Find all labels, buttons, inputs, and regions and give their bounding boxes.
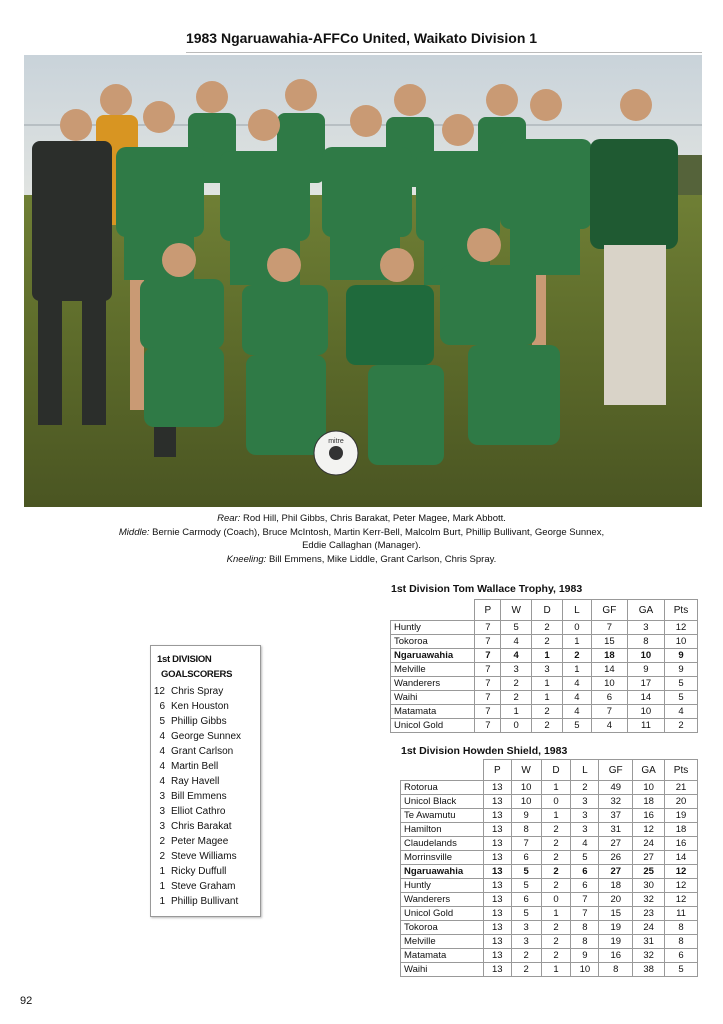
team-name-cell: Waihi: [391, 691, 475, 705]
team-name-cell: Tokoroa: [391, 635, 475, 649]
team-name-cell: Claudelands: [401, 837, 484, 851]
stat-cell: 5: [511, 879, 541, 893]
scorer-row: [151, 744, 260, 759]
table-row: [401, 893, 698, 907]
table-title-howden-shield: 1st Division Howden Shield, 1983: [401, 745, 568, 757]
stat-cell: 2: [532, 705, 563, 719]
team-photo: [24, 55, 702, 507]
stat-cell: 14: [665, 851, 698, 865]
scorer-name: Chris Spray: [171, 686, 224, 697]
stat-cell: 37: [599, 809, 633, 823]
table-row: [391, 691, 698, 705]
scorer-goals: 4: [159, 731, 165, 742]
stat-cell: 13: [483, 809, 511, 823]
scorer-goals: 3: [159, 791, 165, 802]
scorer-row: [151, 819, 260, 834]
stat-cell: 32: [633, 893, 665, 907]
stat-cell: 2: [532, 621, 563, 635]
stat-cell: 8: [599, 963, 633, 977]
stat-cell: 16: [599, 949, 633, 963]
stat-cell: 31: [599, 823, 633, 837]
table-row: [391, 635, 698, 649]
stat-cell: 1: [532, 691, 563, 705]
scorer-goals: 6: [159, 701, 165, 712]
goalscorers-heading-2: GOALSCORERS: [161, 669, 233, 680]
stat-cell: 1: [541, 907, 571, 921]
kneeling-names: Bill Emmens, Mike Liddle, Grant Carlson, Chris Spray.: [268, 553, 497, 565]
scorer-goals: 5: [159, 716, 165, 727]
stat-cell: 3: [627, 621, 664, 635]
stat-cell: 3: [571, 795, 599, 809]
stat-cell: 5: [665, 963, 698, 977]
column-header: P: [483, 760, 511, 781]
stat-cell: 6: [571, 879, 599, 893]
stat-cell: 2: [501, 677, 532, 691]
stat-cell: 27: [599, 865, 633, 879]
scorer-row: [151, 789, 260, 804]
stat-cell: 3: [511, 935, 541, 949]
stat-cell: 3: [571, 823, 599, 837]
header-blank: [401, 760, 484, 781]
stat-cell: 2: [532, 719, 563, 733]
stat-cell: 11: [627, 719, 664, 733]
team-name-cell: Wanderers: [391, 677, 475, 691]
table-header-row: [391, 600, 698, 621]
stat-cell: 16: [665, 837, 698, 851]
stat-cell: 20: [599, 893, 633, 907]
column-header: Pts: [665, 760, 698, 781]
table-row: [391, 649, 698, 663]
stat-cell: 9: [664, 663, 697, 677]
scorer-name: Ken Houston: [171, 701, 229, 712]
tom-wallace-table: [390, 599, 698, 733]
scorer-name: Ray Havell: [171, 776, 220, 787]
stat-cell: 4: [664, 705, 697, 719]
stat-cell: 49: [599, 781, 633, 795]
table-row: [391, 621, 698, 635]
stat-cell: 19: [599, 935, 633, 949]
column-header: P: [475, 600, 501, 621]
stat-cell: 4: [501, 649, 532, 663]
scorer-goals: 1: [159, 866, 165, 877]
stat-cell: 13: [483, 935, 511, 949]
column-header: W: [501, 600, 532, 621]
scorer-name: George Sunnex: [171, 731, 242, 742]
stat-cell: 16: [633, 809, 665, 823]
stat-cell: 9: [627, 663, 664, 677]
scorer-goals: 4: [159, 761, 165, 772]
scorer-row: [151, 849, 260, 864]
stat-cell: 1: [532, 649, 563, 663]
stat-cell: 24: [633, 921, 665, 935]
scorer-row: [151, 864, 260, 879]
stat-cell: 18: [665, 823, 698, 837]
goalscorers-box: [150, 645, 261, 917]
stat-cell: 8: [571, 935, 599, 949]
stat-cell: 7: [571, 893, 599, 907]
scorer-row: [151, 774, 260, 789]
stat-cell: 7: [475, 635, 501, 649]
stat-cell: 18: [591, 649, 627, 663]
table-row: [401, 935, 698, 949]
table-row: [391, 663, 698, 677]
stat-cell: 10: [591, 677, 627, 691]
stat-cell: 5: [563, 719, 592, 733]
stat-cell: 3: [571, 809, 599, 823]
stat-cell: 0: [501, 719, 532, 733]
column-header: GA: [633, 760, 665, 781]
stat-cell: 6: [591, 691, 627, 705]
stat-cell: 9: [511, 809, 541, 823]
table-row: [401, 823, 698, 837]
team-name-cell: Unicol Black: [401, 795, 484, 809]
column-header: Pts: [664, 600, 697, 621]
stat-cell: 24: [633, 837, 665, 851]
table-row: [401, 837, 698, 851]
stat-cell: 6: [571, 865, 599, 879]
stat-cell: 7: [591, 705, 627, 719]
team-name-cell: Ngaruawahia: [401, 865, 484, 879]
team-name-cell: Waihi: [401, 963, 484, 977]
table-header-row: [401, 760, 698, 781]
stat-cell: 6: [665, 949, 698, 963]
stat-cell: 8: [665, 921, 698, 935]
stat-cell: 7: [475, 677, 501, 691]
stat-cell: 12: [665, 879, 698, 893]
stat-cell: 2: [501, 691, 532, 705]
stat-cell: 2: [541, 865, 571, 879]
stat-cell: 13: [483, 823, 511, 837]
scorer-name: Chris Barakat: [171, 821, 232, 832]
howden-shield-table: [400, 759, 698, 977]
stat-cell: 2: [571, 781, 599, 795]
scorer-name: Peter Magee: [171, 836, 229, 847]
team-name-cell: Te Awamutu: [401, 809, 484, 823]
stat-cell: 7: [475, 705, 501, 719]
stat-cell: 32: [633, 949, 665, 963]
stat-cell: 7: [511, 837, 541, 851]
goalscorers-list: [151, 684, 260, 909]
team-name-cell: Melville: [391, 663, 475, 677]
stat-cell: 38: [633, 963, 665, 977]
team-name-cell: Huntly: [401, 879, 484, 893]
table-row: [401, 851, 698, 865]
column-header: D: [532, 600, 563, 621]
stat-cell: 5: [664, 677, 697, 691]
stat-cell: 9: [664, 649, 697, 663]
stat-cell: 10: [633, 781, 665, 795]
stat-cell: 12: [665, 893, 698, 907]
stat-cell: 25: [633, 865, 665, 879]
team-name-cell: Melville: [401, 935, 484, 949]
scorer-goals: 1: [159, 881, 165, 892]
stat-cell: 15: [591, 635, 627, 649]
page-number: 92: [20, 995, 33, 1007]
table-row: [401, 963, 698, 977]
scorer-name: Elliot Cathro: [171, 806, 226, 817]
scorer-name: Steve Williams: [171, 851, 237, 862]
team-name-cell: Morrinsville: [401, 851, 484, 865]
stat-cell: 4: [563, 705, 592, 719]
caption-middle: [0, 526, 723, 540]
caption-kneeling: [0, 553, 723, 567]
stat-cell: 12: [633, 823, 665, 837]
stat-cell: 12: [665, 865, 698, 879]
team-name-cell: Hamilton: [401, 823, 484, 837]
stat-cell: 8: [627, 635, 664, 649]
column-header: W: [511, 760, 541, 781]
stat-cell: 20: [665, 795, 698, 809]
table-row: [401, 921, 698, 935]
stat-cell: 7: [475, 691, 501, 705]
column-header: GF: [599, 760, 633, 781]
column-header: GA: [627, 600, 664, 621]
stat-cell: 17: [627, 677, 664, 691]
stat-cell: 13: [483, 921, 511, 935]
stat-cell: 5: [511, 865, 541, 879]
stat-cell: 2: [511, 963, 541, 977]
stat-cell: 2: [541, 879, 571, 893]
stat-cell: 5: [664, 691, 697, 705]
column-header: GF: [591, 600, 627, 621]
table-row: [401, 781, 698, 795]
scorer-goals: 4: [159, 776, 165, 787]
team-name-cell: Unicol Gold: [401, 907, 484, 921]
stat-cell: 14: [591, 663, 627, 677]
scorer-row: [151, 684, 260, 699]
stat-cell: 27: [633, 851, 665, 865]
caption-middle-2: Eddie Callaghan (Manager).: [302, 540, 421, 551]
scorer-goals: 3: [159, 821, 165, 832]
stat-cell: 13: [483, 781, 511, 795]
stat-cell: 3: [501, 663, 532, 677]
scorer-row: [151, 879, 260, 894]
stat-cell: 13: [483, 837, 511, 851]
table-row: [391, 719, 698, 733]
stat-cell: 4: [563, 677, 592, 691]
stat-cell: 2: [541, 823, 571, 837]
scorer-row: [151, 894, 260, 909]
stat-cell: 10: [627, 649, 664, 663]
team-name-cell: Tokoroa: [401, 921, 484, 935]
stat-cell: 12: [664, 621, 697, 635]
header-blank: [391, 600, 475, 621]
stat-cell: 6: [511, 851, 541, 865]
scorer-row: [151, 699, 260, 714]
stat-cell: 27: [599, 837, 633, 851]
stat-cell: 10: [511, 781, 541, 795]
stat-cell: 7: [475, 719, 501, 733]
stat-cell: 5: [501, 621, 532, 635]
stat-cell: 18: [633, 795, 665, 809]
column-header: L: [571, 760, 599, 781]
team-name-cell: Wanderers: [401, 893, 484, 907]
table-title-tom-wallace: 1st Division Tom Wallace Trophy, 1983: [391, 583, 583, 595]
stat-cell: 1: [532, 677, 563, 691]
stat-cell: 14: [627, 691, 664, 705]
table-row: [401, 795, 698, 809]
stat-cell: 2: [541, 837, 571, 851]
stat-cell: 5: [511, 907, 541, 921]
scorer-name: Phillip Bullivant: [171, 896, 239, 907]
team-name-cell: Huntly: [391, 621, 475, 635]
column-header: D: [541, 760, 571, 781]
team-name-cell: Unicol Gold: [391, 719, 475, 733]
scorer-name: Grant Carlson: [171, 746, 234, 757]
stat-cell: 7: [591, 621, 627, 635]
stat-cell: 10: [511, 795, 541, 809]
middle-label: Middle:: [118, 526, 150, 538]
stat-cell: 1: [541, 963, 571, 977]
stat-cell: 26: [599, 851, 633, 865]
stat-cell: 8: [511, 823, 541, 837]
rear-label: Rear:: [217, 513, 241, 524]
stat-cell: 13: [483, 963, 511, 977]
scorer-row: [151, 759, 260, 774]
stat-cell: 1: [541, 809, 571, 823]
scorer-name: Martin Bell: [171, 761, 219, 772]
stat-cell: 10: [571, 963, 599, 977]
kneeling-label: Kneeling:: [226, 553, 267, 565]
stat-cell: 7: [475, 663, 501, 677]
stat-cell: 7: [475, 649, 501, 663]
table-row: [401, 907, 698, 921]
scorer-goals: 1: [159, 896, 165, 907]
scorer-row: [151, 834, 260, 849]
stat-cell: 32: [599, 795, 633, 809]
table-row: [401, 949, 698, 963]
stat-cell: 2: [664, 719, 697, 733]
ball-brand: mitre: [328, 438, 344, 445]
stat-cell: 0: [541, 893, 571, 907]
stat-cell: 3: [511, 921, 541, 935]
stat-cell: 23: [633, 907, 665, 921]
stat-cell: 8: [665, 935, 698, 949]
scorer-goals: 2: [159, 836, 165, 847]
table-row: [401, 865, 698, 879]
stat-cell: 2: [511, 949, 541, 963]
stat-cell: 13: [483, 949, 511, 963]
title-divider: [186, 52, 702, 53]
stat-cell: 13: [483, 795, 511, 809]
stat-cell: 3: [532, 663, 563, 677]
stat-cell: 1: [541, 781, 571, 795]
stat-cell: 4: [591, 719, 627, 733]
stat-cell: 1: [501, 705, 532, 719]
goalscorers-heading-1: 1st DIVISION: [157, 654, 212, 665]
scorer-goals: 3: [159, 806, 165, 817]
table-row: [401, 809, 698, 823]
rear-names: Rod Hill, Phil Gibbs, Chris Barakat, Peter Magee, Mark Abbott.: [242, 513, 506, 524]
stat-cell: 4: [563, 691, 592, 705]
scorer-name: Phillip Gibbs: [171, 716, 227, 727]
team-name-cell: Rotorua: [401, 781, 484, 795]
stat-cell: 31: [633, 935, 665, 949]
stat-cell: 7: [475, 621, 501, 635]
scorer-row: [151, 714, 260, 729]
table-row: [391, 705, 698, 719]
scorer-name: Steve Graham: [171, 881, 236, 892]
stat-cell: 30: [633, 879, 665, 893]
team-name-cell: Ngaruawahia: [391, 649, 475, 663]
scorer-name: Ricky Duffull: [171, 866, 227, 877]
stat-cell: 10: [627, 705, 664, 719]
stat-cell: 4: [501, 635, 532, 649]
stat-cell: 2: [541, 935, 571, 949]
team-name-cell: Matamata: [391, 705, 475, 719]
page-title: 1983 Ngaruawahia-AFFCo United, Waikato Division 1: [185, 30, 538, 46]
stat-cell: 6: [511, 893, 541, 907]
stat-cell: 5: [571, 851, 599, 865]
caption-rear: [0, 512, 723, 526]
stat-cell: 21: [665, 781, 698, 795]
stat-cell: 2: [563, 649, 592, 663]
stat-cell: 2: [541, 949, 571, 963]
stat-cell: 0: [541, 795, 571, 809]
photo-caption: [0, 512, 723, 566]
stat-cell: 13: [483, 907, 511, 921]
stat-cell: 18: [599, 879, 633, 893]
stat-cell: 19: [665, 809, 698, 823]
stat-cell: 4: [571, 837, 599, 851]
scorer-row: [151, 729, 260, 744]
scorer-row: [151, 804, 260, 819]
scorer-name: Bill Emmens: [171, 791, 227, 802]
stat-cell: 9: [571, 949, 599, 963]
football: [314, 431, 358, 475]
stat-cell: 10: [664, 635, 697, 649]
stat-cell: 2: [541, 851, 571, 865]
column-header: L: [563, 600, 592, 621]
stat-cell: 15: [599, 907, 633, 921]
stat-cell: 13: [483, 893, 511, 907]
scorer-goals: 12: [153, 686, 165, 697]
stat-cell: 1: [563, 635, 592, 649]
scorer-goals: 2: [159, 851, 165, 862]
stat-cell: 7: [571, 907, 599, 921]
stat-cell: 19: [599, 921, 633, 935]
scorer-goals: 4: [159, 746, 165, 757]
team-name-cell: Matamata: [401, 949, 484, 963]
stat-cell: 0: [563, 621, 592, 635]
stat-cell: 8: [571, 921, 599, 935]
stat-cell: 1: [563, 663, 592, 677]
stat-cell: 13: [483, 879, 511, 893]
stat-cell: 13: [483, 865, 511, 879]
table-row: [401, 879, 698, 893]
stat-cell: 11: [665, 907, 698, 921]
stat-cell: 2: [541, 921, 571, 935]
middle-names: Bernie Carmody (Coach), Bruce McIntosh, Martin Kerr-Bell, Malcolm Burt, Phillip Bullivant, George Sunnex,: [152, 526, 605, 538]
table-row: [391, 677, 698, 691]
stat-cell: 2: [532, 635, 563, 649]
stat-cell: 13: [483, 851, 511, 865]
